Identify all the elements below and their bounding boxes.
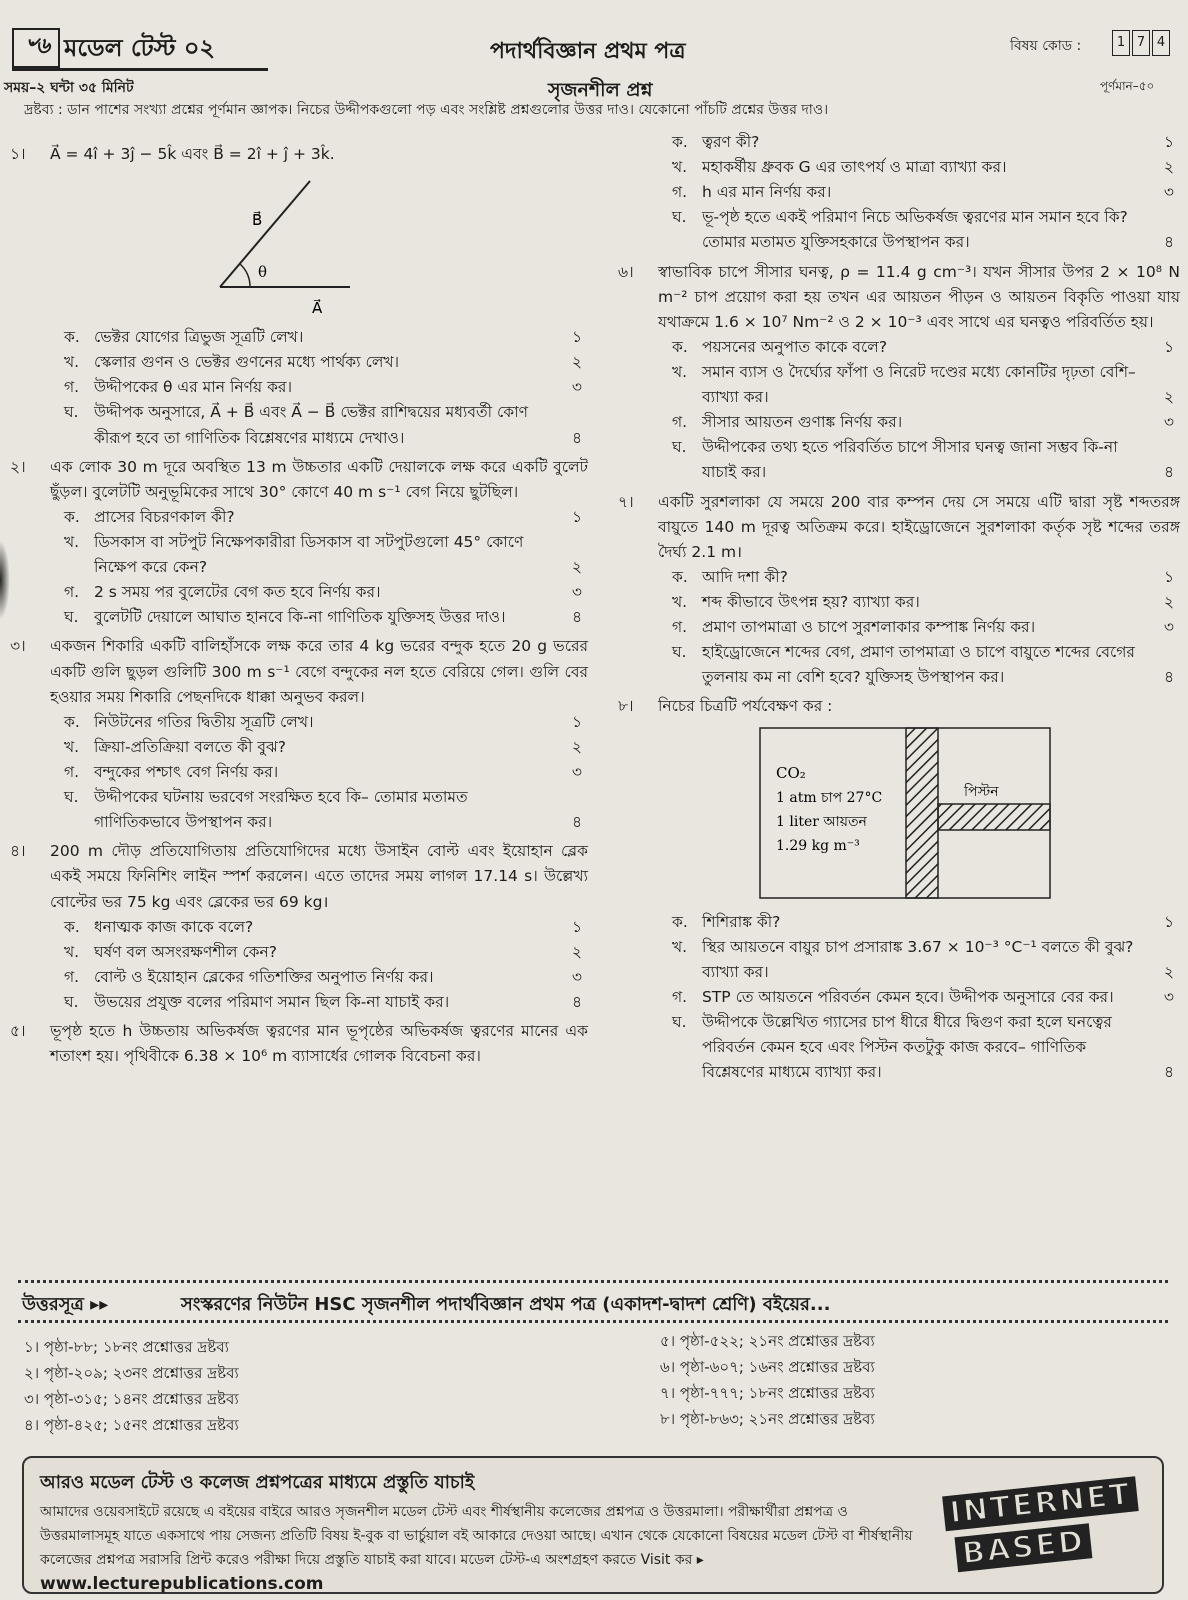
sub-label: গ. <box>64 762 80 781</box>
sub-text: স্থির আয়তনে বায়ুর চাপ প্রসারাঙ্ক 3.67 × 10⁻³ °C⁻¹ বলতে কী বুঝ? ব্যাখ্যা কর। <box>702 937 1134 981</box>
question-stem: একজন শিকারি একটি বালিহাঁসকে লক্ষ করে তার 4 kg ভরের বন্দুক হতে 20 g ভরের একটি গুলি ছুড়ল গুলিটি 300 m s⁻¹ বেগে বন্দুকের নল হতে বেরিয়ে গেল। গুলি বের হওয়ার সময় শিকারি পেছনদিকে ধাক্কা অনুভব করল। <box>50 637 588 706</box>
sub-question <box>672 935 1180 985</box>
question-8 <box>618 694 1180 1085</box>
answer-ref: ৪। পৃষ্ঠা-৪২৫; ১৫নং প্রশ্নোত্তর দ্রষ্টব্য <box>24 1416 239 1434</box>
gas-label: CO₂ <box>776 763 806 782</box>
sub-label: গ. <box>672 183 688 202</box>
sub-question <box>672 590 1180 615</box>
sub-text: উদ্দীপকের θ এর মান নির্ণয় কর। <box>94 378 292 397</box>
sub-question <box>64 990 588 1015</box>
marks: ২ <box>1163 592 1174 611</box>
density-label: 1.29 kg m⁻³ <box>776 837 860 854</box>
vector-b-label: B⃗ <box>252 211 263 230</box>
sub-question <box>64 915 588 940</box>
vector-angle-figure <box>200 171 370 321</box>
sub-text: উদ্দীপকের তথ্য হতে পরিবর্তিত চাপে সীসার ঘনত্ব জানা সম্ভব কি-না যাচাই কর। <box>702 438 1118 482</box>
sub-text: উদ্দীপক অনুসারে, A⃗ + B⃗ এবং A⃗ − B⃗ ভেক্টর রাশিদ্বয়ের মধ্যবর্তী কোণ কীরূপ হবে তা গাণিতিক বিশ্লেষণের মাধ্যমে দেখাও। <box>94 403 529 447</box>
subject-title: পদার্থবিজ্ঞান প্রথম পত্র <box>490 39 686 64</box>
marks: ৩ <box>1163 413 1174 432</box>
sub-label: ক. <box>672 912 688 931</box>
sub-label: খ. <box>672 362 688 381</box>
exam-time: সময়–২ ঘন্টা ৩৫ মিনিট <box>4 80 134 96</box>
sub-question <box>672 985 1180 1010</box>
marks: ৩ <box>1163 987 1174 1006</box>
sub-label: ঘ. <box>64 403 79 422</box>
sub-text: ভেক্টর যোগের ত্রিভুজ সূত্রটি লেখ। <box>94 328 304 347</box>
sub-text: ধনাত্মক কাজ কাকে বলে? <box>94 917 254 936</box>
question-number: ৩। <box>10 637 26 656</box>
sub-label: ঘ. <box>64 788 79 807</box>
question-number: ৮। <box>618 697 634 716</box>
sub-question <box>672 1010 1180 1085</box>
question-6 <box>618 260 1180 486</box>
divider-dotted <box>18 1320 1168 1323</box>
sub-question <box>64 530 588 580</box>
theta-label: θ <box>258 263 268 282</box>
question-5 <box>10 1019 588 1069</box>
gas-piston-figure <box>758 726 1058 906</box>
left-column <box>10 142 588 1073</box>
header-underline <box>12 68 268 71</box>
sub-label: ক. <box>64 328 80 347</box>
website-link[interactable]: www.lecturepublications.com <box>40 1574 324 1594</box>
question-stem: এক লোক 30 m দূরে অবস্থিত 13 m উচ্চতার একটি দেয়ালকে লক্ষ করে একটি বুলেট ছুঁড়ল। বুলেটটি অনুভূমিকের সাথে 30° কোণে 40 m s⁻¹ বেগ নিয়ে ছুটছিল। <box>50 457 588 501</box>
answer-ref: ৮। পৃষ্ঠা-৮৬৩; ২১নং প্রশ্নোত্তর দ্রষ্টব্য <box>660 1410 875 1428</box>
sub-label: খ. <box>672 158 688 177</box>
question-stem: স্বাভাবিক চাপে সীসার ঘনত্ব, ρ = 11.4 g cm⁻³। যখন সীসার উপর 2 × 10⁸ N m⁻² চাপ প্রয়োগ করা হয় তখন এর আয়তন পীড়ন ও আয়তন বিকৃতি পাওয়া যায় যথাক্রমে 1.6 × 10⁷ Nm⁻² ও 2 × 10⁻³ এবং সাথে এর ঘনত্বও পরিবর্তিত হয়। <box>658 262 1180 331</box>
cylinder-wall <box>906 728 938 898</box>
sub-text: সীসার আয়তন গুণাঙ্ক নির্ণয় কর। <box>702 413 903 432</box>
sub-label: গ. <box>64 583 80 602</box>
sub-question <box>672 360 1180 410</box>
question-number: ৪। <box>10 842 26 861</box>
sub-label: ঘ. <box>672 208 687 227</box>
sub-question <box>672 910 1180 935</box>
sub-question <box>64 400 588 450</box>
sub-question <box>672 335 1180 360</box>
answer-key-heading <box>22 1290 830 1321</box>
answer-ref: ৬। পৃষ্ঠা-৬০৭; ১৬নং প্রশ্নোত্তর দ্রষ্টব্য <box>660 1358 875 1376</box>
sub-label: গ. <box>672 618 688 637</box>
sub-label: খ. <box>64 353 80 372</box>
sub-question <box>64 350 588 375</box>
sub-label: ক. <box>64 507 80 526</box>
sub-label: খ. <box>672 937 688 956</box>
question-stem: 200 m দৌড় প্রতিযোগিতায় প্রতিযোগিদের মধ্যে উসাইন বোল্ট এবং ইয়োহান ব্লেক একই সময়ে ফিনিশিং লাইন স্পর্শ করলেন। এতে তাদের সময় লাগল 17.14 s। উল্লেখ্য বোল্টের ভর 75 kg এবং ব্লেকের ভর 69 kg। <box>50 842 588 911</box>
answer-ref: ৫। পৃষ্ঠা-৫২২; ২১নং প্রশ্নোত্তর দ্রষ্টব্য <box>660 1332 875 1350</box>
question-number: ৫। <box>10 1022 26 1041</box>
instruction-line: দ্রষ্টব্য : ডান পাশের সংখ্যা প্রশ্নের পূর্ণমান জ্ঞাপক। নিচের উদ্দীপকগুলো পড় এবং সংশ্লিষ্ট প্রশ্নগুলোর উত্তর দাও। যেকোনো পাঁচটি প্রশ্নের উত্তর দাও। <box>24 102 829 118</box>
subject-code-boxes <box>1110 30 1170 56</box>
internet-based-logo <box>934 1476 1154 1576</box>
subject-code-label: বিষয় কোড : <box>1010 38 1082 54</box>
question-1 <box>10 142 588 451</box>
sub-question <box>64 375 588 400</box>
question-number: ১। <box>10 145 26 163</box>
marks: ১ <box>571 712 582 731</box>
logo-line-2: BASED <box>954 1523 1092 1572</box>
sub-question <box>672 205 1180 255</box>
sub-question <box>64 605 588 630</box>
sub-question <box>64 325 588 350</box>
sub-label: খ. <box>64 942 80 961</box>
sub-label: খ. <box>64 532 80 551</box>
answer-key-right <box>660 1328 875 1432</box>
sub-label: ক. <box>672 567 688 586</box>
answer-ref: ৭। পৃষ্ঠা-৭৭৭; ১৮নং প্রশ্নোত্তর দ্রষ্টব্য <box>660 1384 875 1402</box>
sub-question <box>64 580 588 605</box>
marks: ২ <box>571 353 582 372</box>
code-digit: 4 <box>1152 30 1170 56</box>
promo-title: আরও মডেল টেস্ট ও কলেজ প্রশ্নপত্রের মাধ্যমে প্রস্তুতি যাচাই <box>40 1472 475 1493</box>
question-stem: A⃗ = 4î + 3ĵ − 5k̂ এবং B⃗ = 2î + ĵ + 3k̂. <box>50 145 335 163</box>
sub-label: গ. <box>672 413 688 432</box>
full-marks: পূর্ণমান–৫০ <box>1100 79 1155 93</box>
marks: ৪ <box>571 608 582 627</box>
answer-ref: ১। পৃষ্ঠা-৮৮; ১৮নং প্রশ্নোত্তর দ্রষ্টব্য <box>24 1338 229 1356</box>
sub-text: নিউটনের গতির দ্বিতীয় সূত্রটি লেখ। <box>94 712 314 731</box>
sub-label: ক. <box>64 917 80 936</box>
marks: ১ <box>1163 567 1174 586</box>
code-digit: 1 <box>1112 30 1130 56</box>
sub-question <box>672 615 1180 640</box>
marks: ১ <box>571 507 582 526</box>
sub-label: ঘ. <box>64 608 79 627</box>
sub-question <box>64 785 588 835</box>
promo-text: আমাদের ওয়েবসাইটে রয়েছে এ বইয়ের বাইরে আরও সৃজনশীল মডেল টেস্ট এবং শীর্ষস্থানীয় কলেজের প্রশ্নপত্র ও উত্তরমালা। পরীক্ষার্থীরা প্রশ্নপত্র ও উত্তরমালাসমূহ যাতে একসাথে পায় সেজন্য প্রতিটি বিষয় ই-বুক বা ভার্চুয়াল বই আকারে দেওয়া আছে। এখান থেকে যেকোনো বিষয়ের মডেল টেস্ট বা শীর্ষস্থানীয় কলেজের প্রশ্নপত্র সরাসরি প্রিন্ট করেও পরীক্ষা দিয়ে প্রস্তুতি যাচাই করা যাবে। মডেল টেস্ট-এ অংশগ্রহণ করতে Visit কর ▸ <box>40 1504 913 1568</box>
question-7 <box>618 490 1180 691</box>
marks: ৩ <box>571 967 582 986</box>
volume-label: 1 liter আয়তন <box>776 813 867 830</box>
marks: ২ <box>571 942 582 961</box>
sub-text: আদি দশা কী? <box>702 567 788 586</box>
sub-question <box>672 640 1180 690</box>
marks: ৩ <box>571 762 582 781</box>
question-5-continued <box>618 130 1180 256</box>
marks: ৪ <box>1163 233 1174 252</box>
sub-text: উভয়ের প্রযুক্ত বলের পরিমাণ সমান ছিল কি-না যাচাই কর। <box>94 992 450 1011</box>
marks: ৩ <box>1163 183 1174 202</box>
sub-text: বন্দুকের পশ্চাৎ বেগ নির্ণয় কর। <box>94 762 279 781</box>
sub-text: সমান ব্যাস ও দৈর্ঘ্যের ফাঁপা ও নিরেট দণ্ডের মধ্যে কোনটির দৃঢ়তা বেশি– ব্যাখ্যা কর। <box>702 362 1136 407</box>
sub-question <box>64 710 588 735</box>
marks: ১ <box>1163 912 1174 931</box>
model-test-badge: ৺৬ <box>12 28 60 68</box>
sub-text: ডিসকাস বা সটপুট নিক্ষেপকারীরা ডিসকাস বা সটপুটগুলো 45° কোণে নিক্ষেপ করে কেন? <box>94 532 524 577</box>
sub-text: উদ্দীপকের ঘটনায় ভরবেগ সংরক্ষিত হবে কি– তোমার মতামত গাণিতিকভাবে উপস্থাপন কর। <box>94 788 468 832</box>
sub-label: ক. <box>64 712 80 731</box>
sub-question <box>672 130 1180 155</box>
vector-a-label: A⃗ <box>312 299 323 318</box>
sub-question <box>672 410 1180 435</box>
code-digit: 7 <box>1132 30 1150 56</box>
sub-text: ভূ-পৃষ্ঠ হতে একই পরিমাণ নিচে অভিকর্ষজ ত্বরণের মান সমান হবে কি? তোমার মতামত যুক্তিসহকারে উপস্থাপন কর। <box>702 208 1128 252</box>
sub-question <box>64 505 588 530</box>
sub-label: গ. <box>64 378 80 397</box>
question-stem: নিচের চিত্রটি পর্যবেক্ষণ কর : <box>658 697 833 716</box>
pressure-temp-label: 1 atm চাপ 27°C <box>776 789 883 806</box>
question-number: ৭। <box>618 492 634 511</box>
sub-question <box>64 735 588 760</box>
marks: ৪ <box>1163 1063 1174 1082</box>
promo-box <box>22 1456 1164 1594</box>
marks: ৪ <box>1163 463 1174 482</box>
question-3 <box>10 634 588 835</box>
sub-label: গ. <box>672 987 688 1006</box>
sub-label: খ. <box>64 737 80 756</box>
piston-rod <box>938 804 1050 830</box>
answer-key-prefix: উত্তরসূত্র ▸▸ <box>22 1294 109 1315</box>
marks: ১ <box>571 328 582 347</box>
sub-text: উদ্দীপকে উল্লেখিত গ্যাসের চাপ ধীরে ধীরে দ্বিগুণ করা হলে ঘনত্বের পরিবর্তন কেমন হবে এবং পিস্টন কতটুকু কাজ করবে– গাণিতিক বিশ্লেষণের মাধ্যমে ব্যাখ্যা কর। <box>702 1012 1112 1082</box>
answer-key-left <box>24 1334 239 1438</box>
right-column <box>618 130 1180 1089</box>
marks: ১ <box>1163 337 1174 356</box>
section-title: সৃজনশীল প্রশ্ন <box>548 79 653 101</box>
angle-arc <box>240 264 250 287</box>
answer-key-title: সংস্করণের নিউটন HSC সৃজনশীল পদার্থবিজ্ঞান প্রথম পত্র (একাদশ-দ্বাদশ শ্রেণি) বইয়ের... <box>180 1294 831 1315</box>
sub-label: ঘ. <box>672 438 687 457</box>
model-test-label: মডেল টেস্ট ০২ <box>64 34 216 62</box>
logo-line-1: INTERNET <box>942 1476 1139 1531</box>
sub-text: শিশিরাঙ্ক কী? <box>702 912 781 931</box>
sub-text: STP তে আয়তনে পরিবর্তন কেমন হবে। উদ্দীপক অনুসারে বের কর। <box>702 987 1114 1006</box>
sub-text: ঘর্ষণ বল অসংরক্ষণশীল কেন? <box>94 942 278 961</box>
sub-text: হাইড্রোজেনে শব্দের বেগ, প্রমাণ তাপমাত্রা ও চাপে বায়ুতে শব্দের বেগের তুলনায় কম না বেশি হবে? যুক্তিসহ উপস্থাপন কর। <box>702 643 1135 687</box>
sub-label: ক. <box>672 133 688 151</box>
sub-question <box>64 940 588 965</box>
question-4 <box>10 839 588 1015</box>
sub-text: বোল্ট ও ইয়োহান ব্লেকের গতিশক্তির অনুপাত নির্ণয় কর। <box>94 967 434 986</box>
sub-label: ঘ. <box>672 643 687 662</box>
marks: ১ <box>1163 133 1174 151</box>
sub-question <box>672 155 1180 180</box>
sub-text: h এর মান নির্ণয় কর। <box>702 183 832 202</box>
sub-text: প্রমাণ তাপমাত্রা ও চাপে সুরশলাকার কম্পাঙ্ক নির্ণয় কর। <box>702 618 1036 637</box>
sub-question <box>672 565 1180 590</box>
marks: ৪ <box>1163 668 1174 687</box>
sub-text: মহাকর্ষীয় ধ্রুবক G এর তাৎপর্য ও মাত্রা ব্যাখ্যা কর। <box>702 158 1007 177</box>
sub-text: স্কেলার গুণন ও ভেক্টর গুণনের মধ্যে পার্থক্য লেখ। <box>94 353 400 372</box>
sub-text: ত্বরণ কী? <box>702 133 760 151</box>
marks: ২ <box>571 558 582 577</box>
question-number: ২। <box>10 457 26 476</box>
question-stem: ভূপৃষ্ঠ হতে h উচ্চতায় অভিকর্ষজ ত্বরণের মান ভূপৃষ্ঠের অভিকর্ষজ ত্বরণের মানের এক শতাংশ হয়। পৃথিবীকে 6.38 × 10⁶ m ব্যাসার্ধের গোলক বিবেচনা কর। <box>50 1022 588 1066</box>
answer-ref: ৩। পৃষ্ঠা-৩১৫; ১৪নং প্রশ্নোত্তর দ্রষ্টব্য <box>24 1390 239 1408</box>
marks: ৩ <box>571 583 582 602</box>
question-stem: একটি সুরশলাকা যে সময়ে 200 বার কম্পন দেয় সে সময়ে এটি দ্বারা সৃষ্ট শব্দতরঙ্গ বায়ুতে 140 m দূরত্ব অতিক্রম করে। হাইড্রোজেনে সুরশলাকা কর্তৃক সৃষ্ট শব্দের তরঙ্গ দৈর্ঘ্য 2.1 m। <box>658 492 1180 561</box>
sub-question <box>672 180 1180 205</box>
marks: ৩ <box>571 378 582 397</box>
sub-label: ঘ. <box>672 1012 687 1031</box>
marks: ২ <box>571 737 582 756</box>
marks: ৪ <box>571 813 582 832</box>
sub-text: প্রাসের বিচরণকাল কী? <box>94 507 235 526</box>
marks: ২ <box>1163 962 1174 981</box>
marks: ২ <box>1163 158 1174 177</box>
page-shadow <box>0 540 10 620</box>
marks: ২ <box>1163 388 1174 407</box>
answer-ref: ২। পৃষ্ঠা-২০৯; ২৩নং প্রশ্নোত্তর দ্রষ্টব্য <box>24 1364 239 1382</box>
sub-text: বুলেটটি দেয়ালে আঘাত হানবে কি-না গাণিতিক যুক্তিসহ উত্তর দাও। <box>94 608 506 627</box>
sub-text: পয়সনের অনুপাত কাকে বলে? <box>702 337 888 356</box>
marks: ১ <box>571 917 582 936</box>
sub-label: ক. <box>672 337 688 356</box>
sub-label: খ. <box>672 592 688 611</box>
question-2 <box>10 455 588 631</box>
sub-question <box>64 965 588 990</box>
sub-text: ক্রিয়া-প্রতিক্রিয়া বলতে কী বুঝ? <box>94 737 286 756</box>
sub-label: ঘ. <box>64 992 79 1011</box>
sub-label: গ. <box>64 967 80 986</box>
divider-dotted <box>18 1280 1168 1283</box>
sub-question <box>64 760 588 785</box>
sub-text: 2 s সময় পর বুলেটের বেগ কত হবে নির্ণয় কর। <box>94 583 381 602</box>
marks: ৪ <box>571 992 582 1011</box>
question-number: ৬। <box>618 262 634 281</box>
promo-body <box>40 1500 920 1597</box>
marks: ৩ <box>1163 618 1174 637</box>
piston-label: পিস্টন <box>964 783 999 800</box>
sub-text: শব্দ কীভাবে উৎপন্ন হয়? ব্যাখ্যা কর। <box>702 592 920 611</box>
sub-question <box>672 435 1180 485</box>
marks: ৪ <box>571 428 582 447</box>
